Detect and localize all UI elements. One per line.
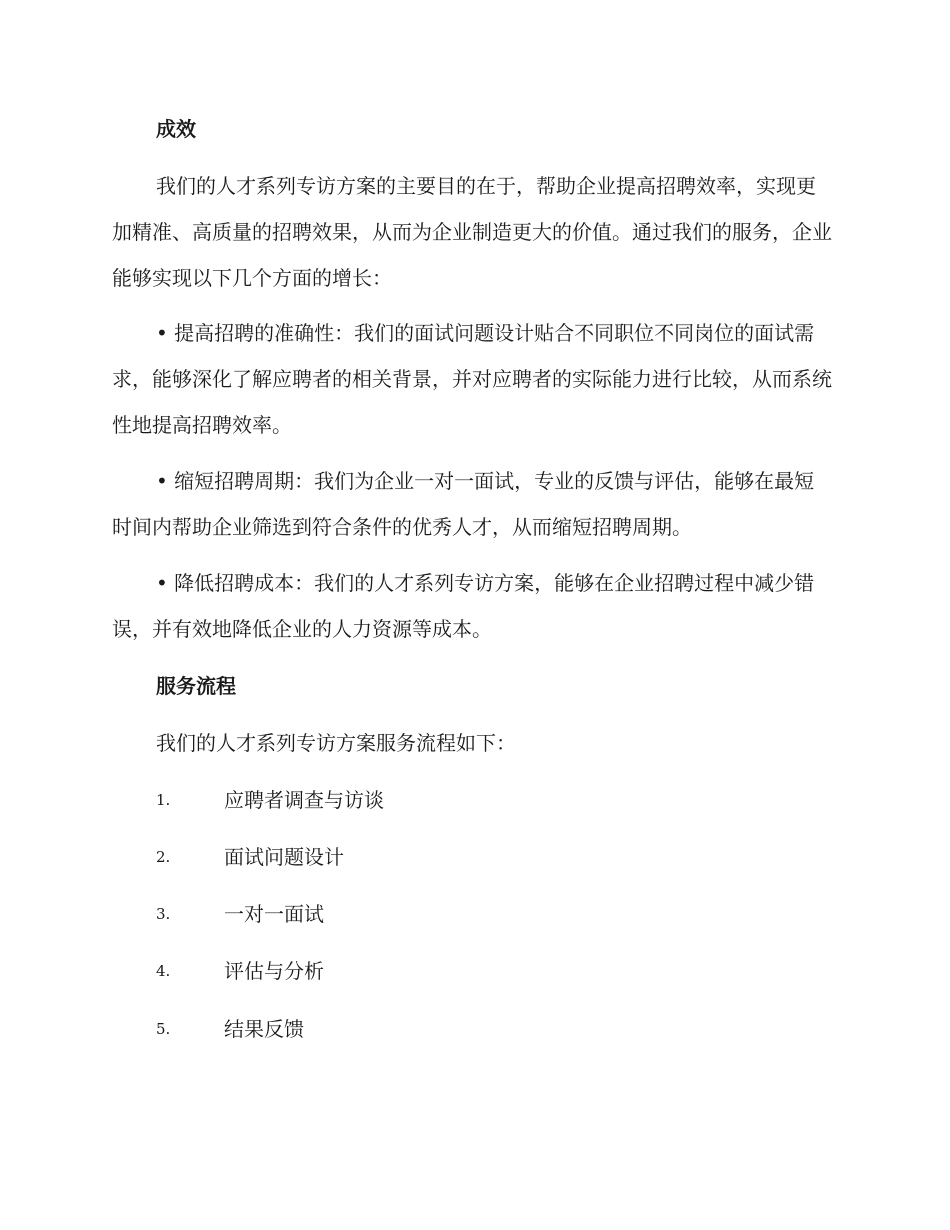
list-item-text: 一对一面试 [224, 902, 324, 926]
list-item-number: 4. [156, 962, 171, 980]
bullet-accuracy: • 提高招聘的准确性：我们的面试问题设计贴合不同职位不同岗位的面试需求，能够深化了解应聘者的相关背景，并对应聘者的实际能力进行比较，从而系统性地提高招聘效率。 [112, 321, 832, 437]
bullet-shorten-cycle: • 缩短招聘周期：我们为企业一对一面试，专业的反馈与评估，能够在最短时间内帮助企业筛选到符合条件的优秀人才，从而缩短招聘周期。 [112, 469, 815, 539]
bullet-reduce-cost: • 降低招聘成本：我们的人才系列专访方案，能够在企业招聘过程中减少错误，并有效地降低企业的人力资源等成本。 [112, 571, 815, 641]
section-heading-results: 成效 [156, 117, 196, 141]
results-intro-paragraph: 我们的人才系列专访方案的主要目的在于，帮助企业提高招聘效率，实现更加精准、高质量的招聘效果，从而为企业制造更大的价值。通过我们的服务，企业能够实现以下几个方面的增长： [112, 174, 832, 290]
section-heading-process: 服务流程 [156, 674, 236, 698]
list-item-number: 3. [156, 905, 171, 923]
list-item-text: 应聘者调查与访谈 [224, 788, 384, 812]
process-intro-text: 我们的人才系列专访方案服务流程如下： [156, 731, 516, 755]
list-item-text: 结果反馈 [224, 1017, 304, 1041]
list-item-number: 5. [156, 1020, 171, 1038]
list-item-text: 评估与分析 [224, 959, 324, 983]
list-item-number: 2. [156, 848, 171, 866]
list-item-text: 面试问题设计 [224, 845, 344, 869]
list-item-number: 1. [156, 791, 171, 809]
